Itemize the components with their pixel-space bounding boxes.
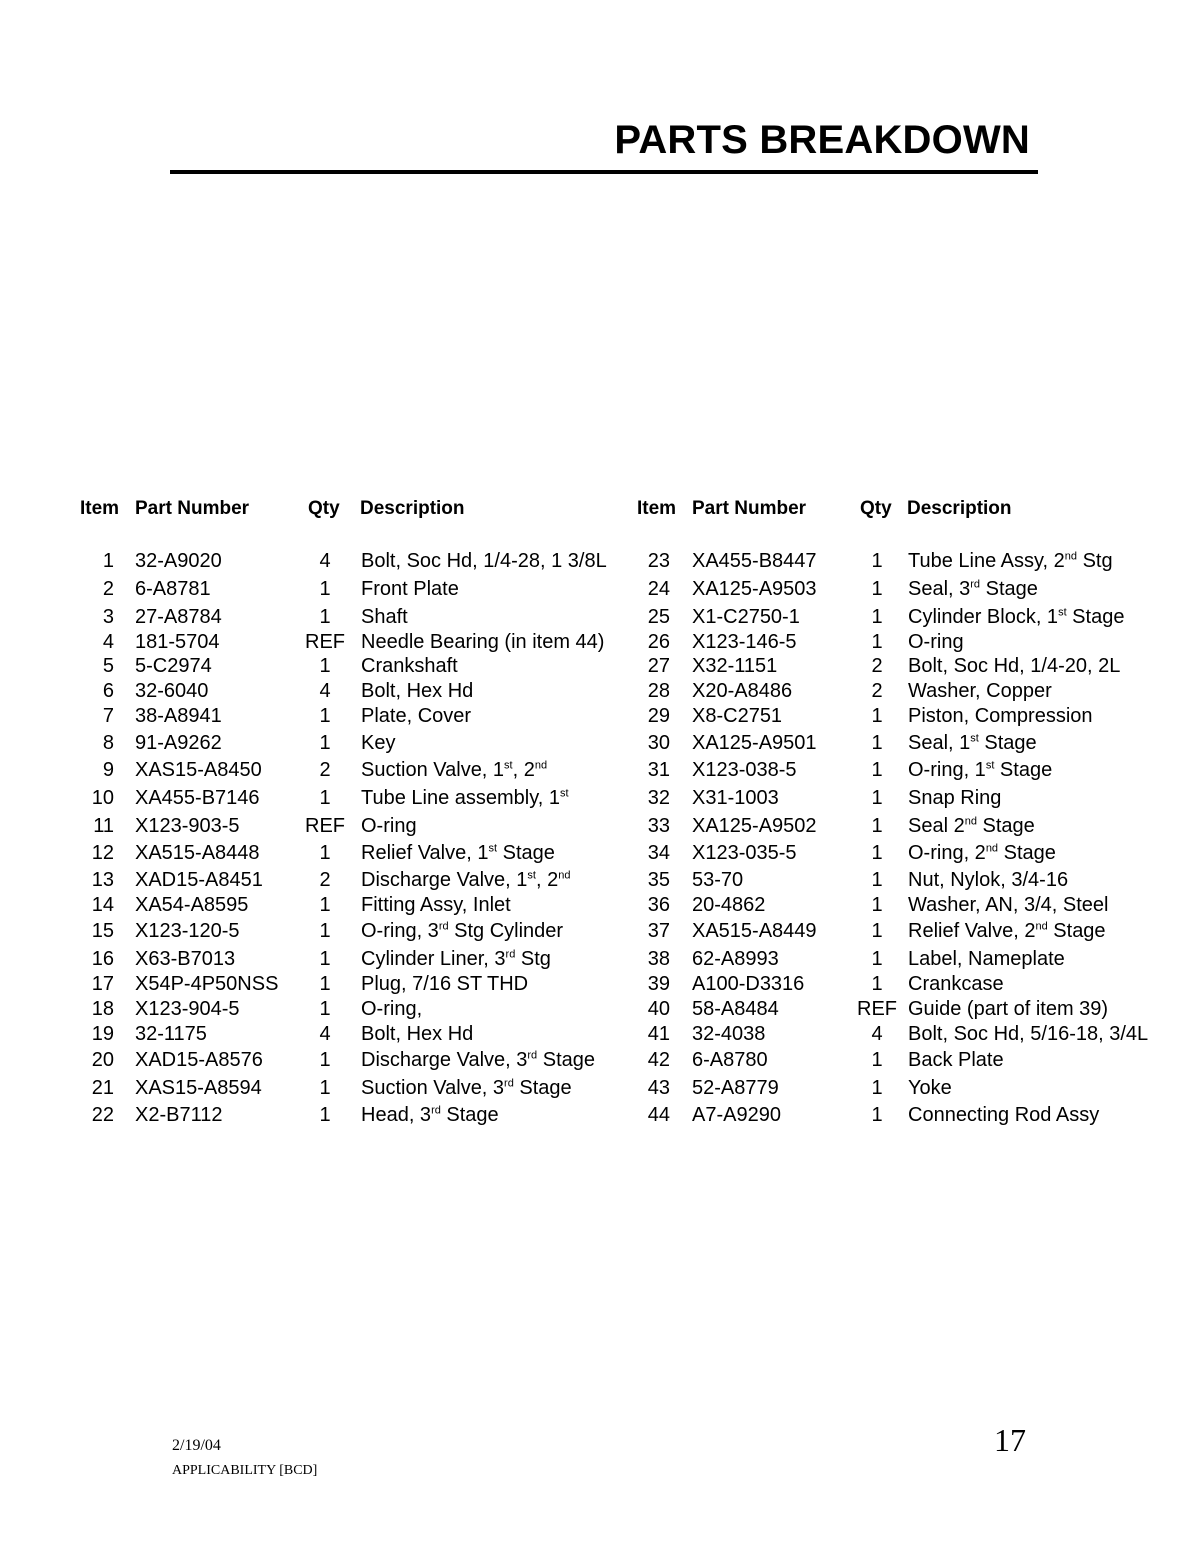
cell-description: Cylinder Block, 1st Stage xyxy=(908,606,1125,628)
cell-item: 38 xyxy=(647,948,670,970)
cell-qty: 2 xyxy=(319,759,331,781)
cell-item: 13 xyxy=(91,869,114,891)
cell-description: Head, 3rd Stage xyxy=(361,1104,499,1126)
cell-item: 12 xyxy=(91,842,114,864)
cell-description: Guide (part of item 39) xyxy=(908,998,1109,1020)
cell-item: 29 xyxy=(647,705,670,727)
cell-part-number: 5-C2974 xyxy=(135,655,212,677)
cell-part-number: 53-70 xyxy=(692,869,744,891)
cell-part-number: X20-A8486 xyxy=(692,680,793,702)
cell-part-number: X123-035-5 xyxy=(692,842,797,864)
cell-qty: 1 xyxy=(871,759,883,781)
cell-qty: 1 xyxy=(871,631,883,653)
cell-qty: 4 xyxy=(319,550,331,572)
cell-description: Key xyxy=(361,732,396,754)
cell-item: 10 xyxy=(91,787,114,809)
cell-qty: 4 xyxy=(319,680,331,702)
cell-qty: 1 xyxy=(319,787,331,809)
cell-qty: 1 xyxy=(319,998,331,1020)
header-part-number-right: Part Number xyxy=(692,498,807,519)
cell-item: 21 xyxy=(91,1077,114,1099)
cell-part-number: XA54-A8595 xyxy=(135,894,249,916)
cell-description: O-ring xyxy=(361,815,417,837)
cell-item: 5 xyxy=(102,655,114,677)
cell-part-number: XA515-A8448 xyxy=(135,842,260,864)
cell-item: 43 xyxy=(647,1077,670,1099)
cell-part-number: X32-1151 xyxy=(692,655,778,677)
cell-qty: 4 xyxy=(319,1023,331,1045)
header-part-number-left: Part Number xyxy=(135,498,250,519)
cell-qty: REF xyxy=(305,815,345,837)
cell-description: Bolt, Soc Hd, 5/16-18, 3/4L xyxy=(908,1023,1149,1045)
cell-part-number: 27-A8784 xyxy=(135,606,222,628)
cell-description: Suction Valve, 3rd Stage xyxy=(361,1077,572,1099)
cell-description: Seal, 1st Stage xyxy=(908,732,1037,754)
cell-part-number: X123-903-5 xyxy=(135,815,240,837)
cell-item: 27 xyxy=(647,655,670,677)
cell-part-number: XA125-A9503 xyxy=(692,578,817,600)
cell-part-number: 32-1175 xyxy=(135,1023,207,1045)
cell-description: Connecting Rod Assy xyxy=(908,1104,1100,1126)
cell-qty: 1 xyxy=(871,732,883,754)
cell-qty: 1 xyxy=(871,815,883,837)
cell-qty: 1 xyxy=(319,1104,331,1126)
cell-part-number: XA515-A8449 xyxy=(692,920,817,942)
cell-description: Fitting Assy, Inlet xyxy=(361,894,511,916)
cell-part-number: 58-A8484 xyxy=(692,998,779,1020)
header-description-right: Description xyxy=(907,498,1012,519)
cell-item: 44 xyxy=(647,1104,670,1126)
cell-item: 19 xyxy=(91,1023,114,1045)
cell-description: Piston, Compression xyxy=(908,705,1093,727)
cell-qty: 1 xyxy=(319,1049,331,1071)
cell-item: 16 xyxy=(91,948,114,970)
cell-description: Relief Valve, 2nd Stage xyxy=(908,920,1106,942)
cell-description: Label, Nameplate xyxy=(908,948,1065,970)
cell-qty: 1 xyxy=(319,1077,331,1099)
cell-qty: 1 xyxy=(319,606,331,628)
cell-part-number: 52-A8779 xyxy=(692,1077,779,1099)
cell-qty: 2 xyxy=(871,680,883,702)
cell-part-number: XA455-B7146 xyxy=(135,787,260,809)
cell-part-number: 6-A8781 xyxy=(135,578,211,600)
cell-item: 4 xyxy=(102,631,114,653)
cell-qty: 1 xyxy=(319,973,331,995)
cell-description: O-ring, 1st Stage xyxy=(908,759,1053,781)
cell-qty: 2 xyxy=(871,655,883,677)
cell-part-number: X123-120-5 xyxy=(135,920,240,942)
cell-part-number: XAS15-A8450 xyxy=(135,759,262,781)
cell-description: Bolt, Soc Hd, 1/4-28, 1 3/8L xyxy=(361,550,607,572)
cell-part-number: X123-038-5 xyxy=(692,759,797,781)
cell-item: 22 xyxy=(91,1104,114,1126)
cell-part-number: 20-4862 xyxy=(692,894,766,916)
cell-qty: 1 xyxy=(871,894,883,916)
header-item-left: Item xyxy=(80,498,120,519)
cell-item: 34 xyxy=(647,842,670,864)
cell-description: Nut, Nylok, 3/4-16 xyxy=(908,869,1069,891)
cell-description: Suction Valve, 1st, 2nd xyxy=(361,759,548,781)
cell-part-number: XA125-A9501 xyxy=(692,732,817,754)
cell-description: Shaft xyxy=(361,606,408,628)
cell-qty: 1 xyxy=(319,705,331,727)
cell-item: 28 xyxy=(647,680,670,702)
cell-item: 23 xyxy=(647,550,670,572)
cell-qty: 1 xyxy=(871,973,883,995)
cell-description: Cylinder Liner, 3rd Stg xyxy=(361,948,551,970)
cell-description: Seal 2nd Stage xyxy=(908,815,1035,837)
title-rule xyxy=(170,170,1038,174)
cell-item: 6 xyxy=(102,680,114,702)
cell-item: 3 xyxy=(102,606,114,628)
cell-description: Crankshaft xyxy=(361,655,458,677)
cell-part-number: XAD15-A8576 xyxy=(135,1049,263,1071)
cell-item: 7 xyxy=(102,705,114,727)
cell-item: 30 xyxy=(647,732,670,754)
cell-qty: 1 xyxy=(871,550,883,572)
cell-qty: 1 xyxy=(319,894,331,916)
cell-item: 41 xyxy=(647,1023,670,1045)
cell-qty: REF xyxy=(305,631,345,653)
header-description-left: Description xyxy=(360,498,465,519)
cell-description: Yoke xyxy=(908,1077,952,1099)
cell-qty: 1 xyxy=(871,606,883,628)
cell-qty: 1 xyxy=(871,578,883,600)
cell-description: Bolt, Hex Hd xyxy=(361,1023,474,1045)
cell-description: Tube Line assembly, 1st xyxy=(361,787,569,809)
cell-item: 40 xyxy=(647,998,670,1020)
cell-part-number: 32-A9020 xyxy=(135,550,222,572)
cell-item: 14 xyxy=(91,894,114,916)
cell-part-number: X2-B7112 xyxy=(135,1104,223,1126)
header-item-right: Item xyxy=(637,498,677,519)
cell-description: Washer, AN, 3/4, Steel xyxy=(908,894,1109,916)
cell-item: 35 xyxy=(647,869,670,891)
cell-part-number: X31-1003 xyxy=(692,787,779,809)
cell-part-number: X8-C2751 xyxy=(692,705,783,727)
cell-part-number: XAD15-A8451 xyxy=(135,869,263,891)
cell-part-number: 38-A8941 xyxy=(135,705,222,727)
cell-part-number: XA455-B8447 xyxy=(692,550,817,572)
page-number: 17 xyxy=(994,1422,1026,1458)
cell-description: O-ring, 3rd Stg Cylinder xyxy=(361,920,564,942)
cell-qty: 1 xyxy=(871,787,883,809)
cell-part-number: XA125-A9502 xyxy=(692,815,817,837)
cell-qty: 1 xyxy=(319,948,331,970)
cell-part-number: XAS15-A8594 xyxy=(135,1077,262,1099)
cell-part-number: X123-146-5 xyxy=(692,631,797,653)
footer-date: 2/19/04 xyxy=(172,1437,221,1454)
cell-qty: 1 xyxy=(319,842,331,864)
cell-item: 33 xyxy=(647,815,670,837)
cell-part-number: A7-A9290 xyxy=(692,1104,781,1126)
cell-item: 20 xyxy=(91,1049,114,1071)
cell-description: O-ring, xyxy=(361,998,423,1020)
cell-qty: 1 xyxy=(319,920,331,942)
cell-item: 8 xyxy=(102,732,114,754)
cell-part-number: X54P-4P50NSS xyxy=(135,973,279,995)
cell-part-number: X63-B7013 xyxy=(135,948,236,970)
cell-description: Discharge Valve, 1st, 2nd xyxy=(361,869,571,891)
cell-qty: 2 xyxy=(319,869,331,891)
cell-part-number: 32-4038 xyxy=(692,1023,766,1045)
cell-description: Crankcase xyxy=(908,973,1004,995)
cell-qty: 1 xyxy=(871,920,883,942)
cell-description: Bolt, Soc Hd, 1/4-20, 2L xyxy=(908,655,1121,677)
cell-description: O-ring, 2nd Stage xyxy=(908,842,1056,864)
cell-part-number: 62-A8993 xyxy=(692,948,779,970)
cell-description: Back Plate xyxy=(908,1049,1004,1071)
cell-item: 39 xyxy=(647,973,670,995)
cell-item: 25 xyxy=(647,606,670,628)
footer-applicability: APPLICABILITY [BCD] xyxy=(172,1463,318,1478)
cell-item: 36 xyxy=(647,894,670,916)
cell-qty: 4 xyxy=(871,1023,883,1045)
cell-description: Snap Ring xyxy=(908,787,1002,809)
cell-description: Washer, Copper xyxy=(908,680,1052,702)
cell-qty: 1 xyxy=(871,1077,883,1099)
cell-item: 18 xyxy=(91,998,114,1020)
cell-part-number: 32-6040 xyxy=(135,680,209,702)
cell-qty: 1 xyxy=(319,578,331,600)
cell-part-number: A100-D3316 xyxy=(692,973,805,995)
cell-qty: 1 xyxy=(871,705,883,727)
cell-part-number: 181-5704 xyxy=(135,631,220,653)
cell-qty: 1 xyxy=(871,1104,883,1126)
header-qty-right: Qty xyxy=(860,498,892,519)
cell-description: O-ring xyxy=(908,631,964,653)
cell-part-number: X123-904-5 xyxy=(135,998,240,1020)
cell-qty: 1 xyxy=(871,1049,883,1071)
cell-qty: 1 xyxy=(871,948,883,970)
cell-item: 24 xyxy=(647,578,670,600)
cell-qty: 1 xyxy=(319,655,331,677)
cell-item: 1 xyxy=(102,550,114,572)
cell-item: 9 xyxy=(102,759,114,781)
cell-item: 11 xyxy=(93,815,114,837)
cell-description: Bolt, Hex Hd xyxy=(361,680,474,702)
header-qty-left: Qty xyxy=(308,498,340,519)
cell-item: 37 xyxy=(647,920,670,942)
cell-part-number: 6-A8780 xyxy=(692,1049,768,1071)
page-title: PARTS BREAKDOWN xyxy=(614,118,1030,162)
cell-item: 15 xyxy=(91,920,114,942)
cell-qty: 1 xyxy=(871,869,883,891)
cell-qty: REF xyxy=(857,998,897,1020)
cell-item: 42 xyxy=(647,1049,670,1071)
cell-qty: 1 xyxy=(871,842,883,864)
cell-item: 26 xyxy=(647,631,670,653)
cell-part-number: 91-A9262 xyxy=(135,732,222,754)
cell-part-number: X1-C2750-1 xyxy=(692,606,800,628)
cell-item: 17 xyxy=(91,973,114,995)
cell-description: Plate, Cover xyxy=(361,705,472,727)
cell-description: Seal, 3rd Stage xyxy=(908,578,1038,600)
cell-description: Needle Bearing (in item 44) xyxy=(361,631,605,653)
cell-description: Front Plate xyxy=(361,578,459,600)
cell-description: Relief Valve, 1st Stage xyxy=(361,842,555,864)
cell-qty: 1 xyxy=(319,732,331,754)
cell-item: 31 xyxy=(647,759,670,781)
cell-description: Discharge Valve, 3rd Stage xyxy=(361,1049,595,1071)
cell-description: Tube Line Assy, 2nd Stg xyxy=(908,550,1113,572)
cell-item: 2 xyxy=(102,578,114,600)
cell-item: 32 xyxy=(647,787,670,809)
cell-description: Plug, 7/16 ST THD xyxy=(361,973,529,995)
